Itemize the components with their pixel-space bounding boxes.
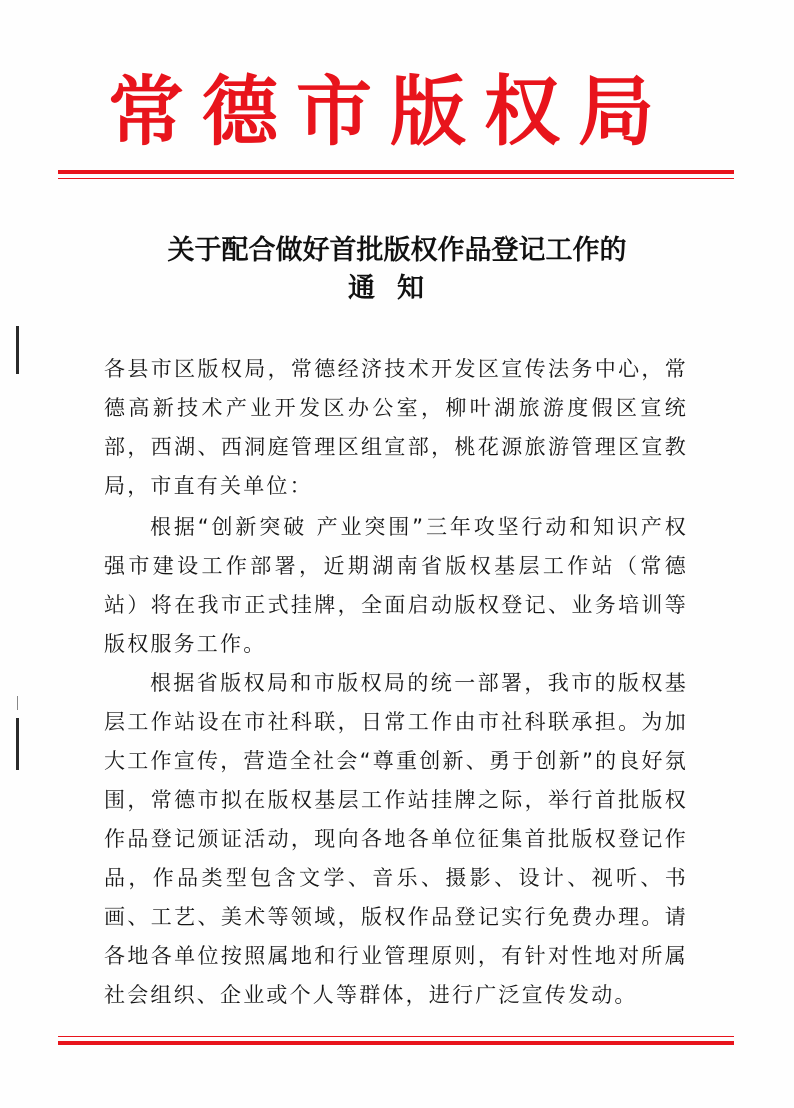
body-paragraph: 根据省版权局和市版权局的统一部署，我市的版权基层工作站设在市社科联，日常工作由市社科联承担。为加大工作宣传，营造全社会“尊重创新、勇于创新”的良好氛围，常德市拟在版权基层工作站挂牌之际，举行首批版权作品登记颁证活动，现向各地各单位征集首批版权登记作品，作品类型包含文学、音乐、摄影、设计、视听、书画、工艺、美术等领域，版权作品登记实行免费办理。请各地各单位按照属地和行业管理原则，有针对性地对所属社会组织、企业或个人等群体，进行广泛宣传发动。 — [104, 671, 688, 1007]
document-title: 关于配合做好首批版权作品登记工作的 — [167, 235, 627, 266]
binding-hole-mark — [16, 326, 19, 374]
masthead-red-rule-thin — [58, 178, 734, 179]
masthead-red-rule-thick — [58, 170, 734, 174]
addressee-paragraph: 各县市区版权局，常德经济技术开发区宣传法务中心，常德高新技术产业开发区办公室，柳叶湖旅游度假区宣统部，西湖、西洞庭管理区组宣部，桃花源旅游管理区宣教局，市直有关单位： — [104, 357, 688, 498]
footer-red-rule-thin — [58, 1036, 734, 1037]
body-paragraph: 根据“创新突破 产业突围”三年攻坚行动和知识产权强市建设工作部署，近期湖南省版权基层工作站（常德站）将在我市正式挂牌，全面启动版权登记、业务培训等版权服务工作。 — [104, 515, 688, 656]
document-title-notice: 通知 — [348, 273, 446, 304]
binding-hole-mark — [17, 696, 18, 710]
binding-hole-mark — [16, 718, 19, 770]
agency-masthead: 常德市版权局 — [108, 67, 672, 156]
footer-red-rule-thick — [58, 1041, 734, 1045]
